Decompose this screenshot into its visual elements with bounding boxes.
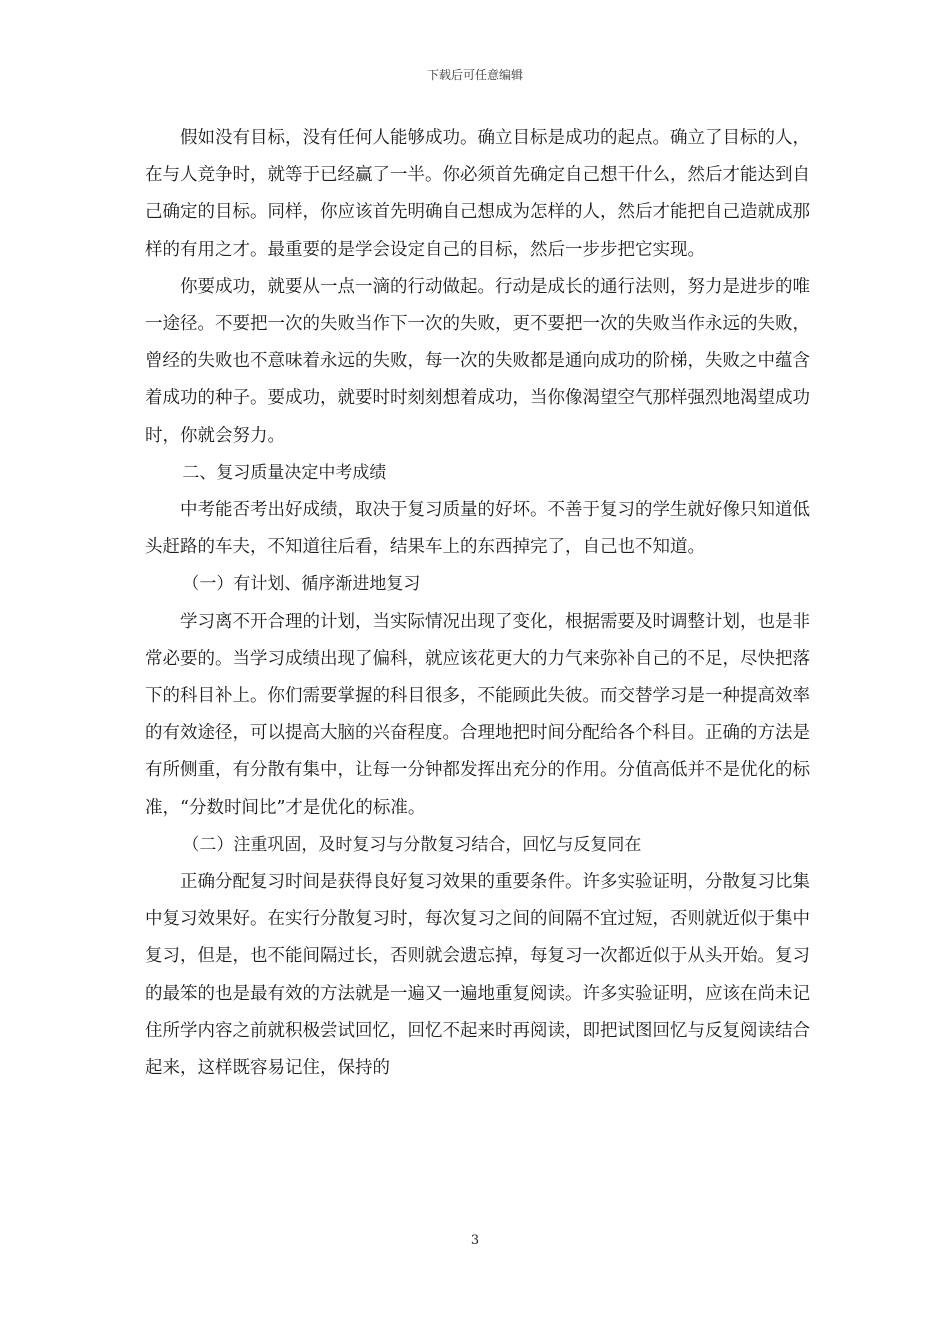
paragraph-review-quality: 中考能否考出好成绩，取决于复习质量的好坏。不善于复习的学生就好像只知道低头赶路的车夫，不知道往后看，结果车上的东西掉完了，自己也不知道。 [145, 500, 810, 558]
document-body [145, 120, 810, 1087]
paragraph-goals: 假如没有目标，没有任何人能够成功。确立目标是成功的起点。确立了目标的人，在与人竞争时，就等于已经赢了一半。你必须首先确定自己想干什么，然后才能达到自己确定的目标。同样，你应该首先明确自己想成为怎样的人，然后才能把自己造就成那样的有用之才。最重要的是学会设定自己的目标，然后一步步把它实现。 [145, 128, 810, 260]
section-heading-review-quality: 二、复习质量决定中考成绩 [182, 462, 387, 483]
page-header: 下载后可任意编辑 [426, 68, 523, 82]
paragraph-planned-review: 学习离不开合理的计划，当实际情况出现了变化，根据需要及时调整计划，也是非常必要的。当学习成绩出现了偏科，就应该花更大的力气来弥补自己的不足，尽快把落下的科目补上。你们需要掌握的科目很多，不能顾此失彼。而交替学习是一种提高效率的有效途径，可以提高大脑的兴奋程度。合理地把时间分配给各个科目。正确的方法是有所侧重，有分散有集中，让每一分钟都发挥出充分的作用。分值高低并不是优化的标准，“分数时间比”才是优化的标准。 [145, 611, 810, 818]
page-number: 3 [470, 1233, 480, 1248]
subsection-heading-planned-review: （一）有计划、循序渐进地复习 [182, 574, 421, 595]
subsection-heading-consolidation: （二）注重巩固，及时复习与分散复习结合，回忆与反复同在 [182, 834, 642, 855]
paragraph-consolidation: 正确分配复习时间是获得良好复习效果的重要条件。许多实验证明，分散复习比集中复习效果好。在实行分散复习时，每次复习之间的间隔不宜过短，否则就近似于集中复习，但是，也不能间隔过长，否则就会遗忘掉，每复习一次都近似于从头开始。复习的最笨的也是最有效的方法就是一遍又一遍地重复阅读。许多实验证明，应该在尚未记住所学内容之前就积极尝试回忆，回忆不起来时再阅读，即把试图回忆与反复阅读结合起来，这样既容易记住，保持的 [145, 872, 810, 1079]
paragraph-action: 你要成功，就要从一点一滴的行动做起。行动是成长的通行法则，努力是进步的唯一途径。不要把一次的失败当作下一次的失败，更不要把一次的失败当作永远的失败，曾经的失败也不意味着永远的失败，每一次的失败都是通向成功的阶梯，失败之中蕴含着成功的种子。要成功，就要时时刻刻想着成功，当你像渴望空气那样强烈地渴望成功时，你就会努力。 [145, 276, 810, 446]
